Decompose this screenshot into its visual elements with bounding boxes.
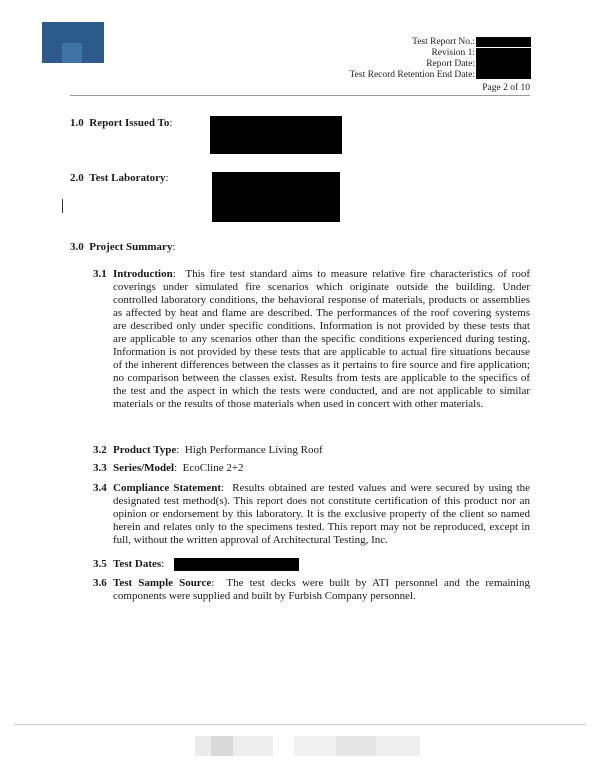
section-number: 2.0 — [70, 172, 84, 184]
section-suffix: : — [165, 172, 169, 184]
company-logo-part — [62, 43, 82, 63]
footer-divider — [14, 724, 586, 725]
section-project-summary — [70, 241, 176, 254]
section-report-issued-to — [70, 117, 172, 130]
subsection-title: Product Type — [113, 444, 177, 456]
compliance-paragraph: Compliance Statement: Results obtained are tested values and were secured by using the designated test method(s). This report does not constitute certification of this product nor an opinion or endorsement by this laboratory. It is the exclusive property of the client so named herein and relates only to the specimens tested. This report may not be reproduced, except in full, without the written approval of Architectural Testing, Inc. — [113, 482, 531, 546]
revision-label: Revision 1: — [431, 48, 475, 58]
section-test-laboratory — [70, 172, 169, 185]
introduction-paragraph: Introduction: This fire test standard aims to measure relative fire characteristics of roof coverings under simulated fire scenarios which originate outside the building. Under controlled laboratory conditions, the behavioral response of materials, products or assemblies as affected by heat and flame are described. The performances of the roof covering systems are described only under specific conditions. Information is not provided by these tests that are applicable to any scenarios other than the specific conditions experienced during testing. Information is not provided by these tests that are applicable to actual fire situations because of the inherent differences between the classes as it pertains to fire source and fire application; no comparison between the classes exist. Results from tests are applicable to the specifics of the test and the aspect in which the tests were conducted, and are not applicable to similar materials or the results of those materials when used in concert with other materials. — [113, 268, 530, 410]
section-suffix: : — [172, 241, 176, 253]
test-dates-line: Test Dates: — [113, 558, 165, 570]
subsection-title: Compliance Statement — [113, 482, 221, 494]
compliance-text: Results obtained are tested values and were secured by using the designated test method(s). This report does not constitute certification of this product nor an opinion or endorsement by this laboratory. It is the exclusive property of the client so named herein and relates only to the specimens tested. This report may not be reproduced, except in full, without the written approval of Architectural Testing, Inc. — [113, 482, 531, 546]
subsection-number: 3.1 — [93, 268, 107, 280]
footer-mark — [211, 736, 233, 756]
subsection-title: Introduction — [113, 268, 173, 280]
section-title: Project Summary — [89, 241, 173, 253]
subsection-title: Series/Model — [113, 462, 175, 474]
section-title: Test Laboratory — [89, 172, 166, 184]
subsection-number: 3.6 — [93, 577, 107, 589]
footer-mark — [195, 736, 211, 756]
subsection-title: Test Dates — [113, 558, 162, 570]
footer-mark — [294, 736, 336, 756]
issued-to-redaction — [210, 116, 342, 154]
report-date-label: Report Date: — [426, 59, 475, 69]
section-suffix: : — [169, 117, 173, 129]
introduction-text: This fire test standard aims to measure relative fire characteristics of roof coverings under simulated fire scenarios which originate outside the building. Under controlled laboratory conditions, the behavioral response of materials, products or assemblies as affected by heat and flame are described. The performances of the roof covering systems are described only under specific conditions. Information is not provided by these tests that are applicable to any scenarios other than the specific conditions experienced during testing. Information is not provided by these tests that are applicable to actual fire situations because of the inherent differences between the classes as it pertains to fire source and fire application; no comparison between the classes exist. Results from tests are applicable to the specifics of the test and the aspect in which the tests were conducted, and are not applicable to similar materials or the results of those materials when used in concert with other materials. — [113, 268, 530, 410]
laboratory-redaction — [212, 172, 340, 222]
footer-mark — [376, 736, 420, 756]
subsection-title: Test Sample Source — [113, 577, 212, 589]
footer-mark — [233, 736, 273, 756]
series-model-line: Series/Model: EcoCline 2+2 — [113, 462, 244, 474]
test-dates-redaction — [174, 558, 299, 571]
subsection-number: 3.5 — [93, 558, 107, 570]
footer-mark — [336, 736, 376, 756]
company-logo — [42, 22, 104, 43]
header-divider — [70, 95, 530, 96]
text-cursor — [62, 199, 63, 213]
section-title: Report Issued To — [89, 117, 170, 129]
subsection-number: 3.2 — [93, 444, 107, 456]
report-no-redaction — [476, 37, 531, 47]
section-number: 1.0 — [70, 117, 84, 129]
product-type-value: High Performance Living Roof — [184, 444, 323, 456]
subsection-number: 3.4 — [93, 482, 107, 494]
retention-date-label: Test Record Retention End Date: — [349, 70, 475, 80]
series-model-value: EcoCline 2+2 — [182, 462, 244, 474]
sample-source-text: The test decks were built by ATI personnel and the remaining components were supplied and built by Furbish Company personnel. — [113, 577, 530, 602]
product-type-line: Product Type: High Performance Living Roof — [113, 444, 323, 456]
sample-source-paragraph: Test Sample Source: The test decks were built by ATI personnel and the remaining components were supplied and built by Furbish Company personnel. — [113, 577, 530, 602]
subsection-number: 3.3 — [93, 462, 107, 474]
page-indicator: Page 2 of 10 — [482, 83, 530, 93]
header-values-redaction — [476, 48, 531, 79]
company-logo-part — [42, 43, 62, 63]
section-number: 3.0 — [70, 241, 84, 253]
report-no-label: Test Report No.: — [412, 37, 475, 47]
company-logo-part — [82, 43, 104, 63]
